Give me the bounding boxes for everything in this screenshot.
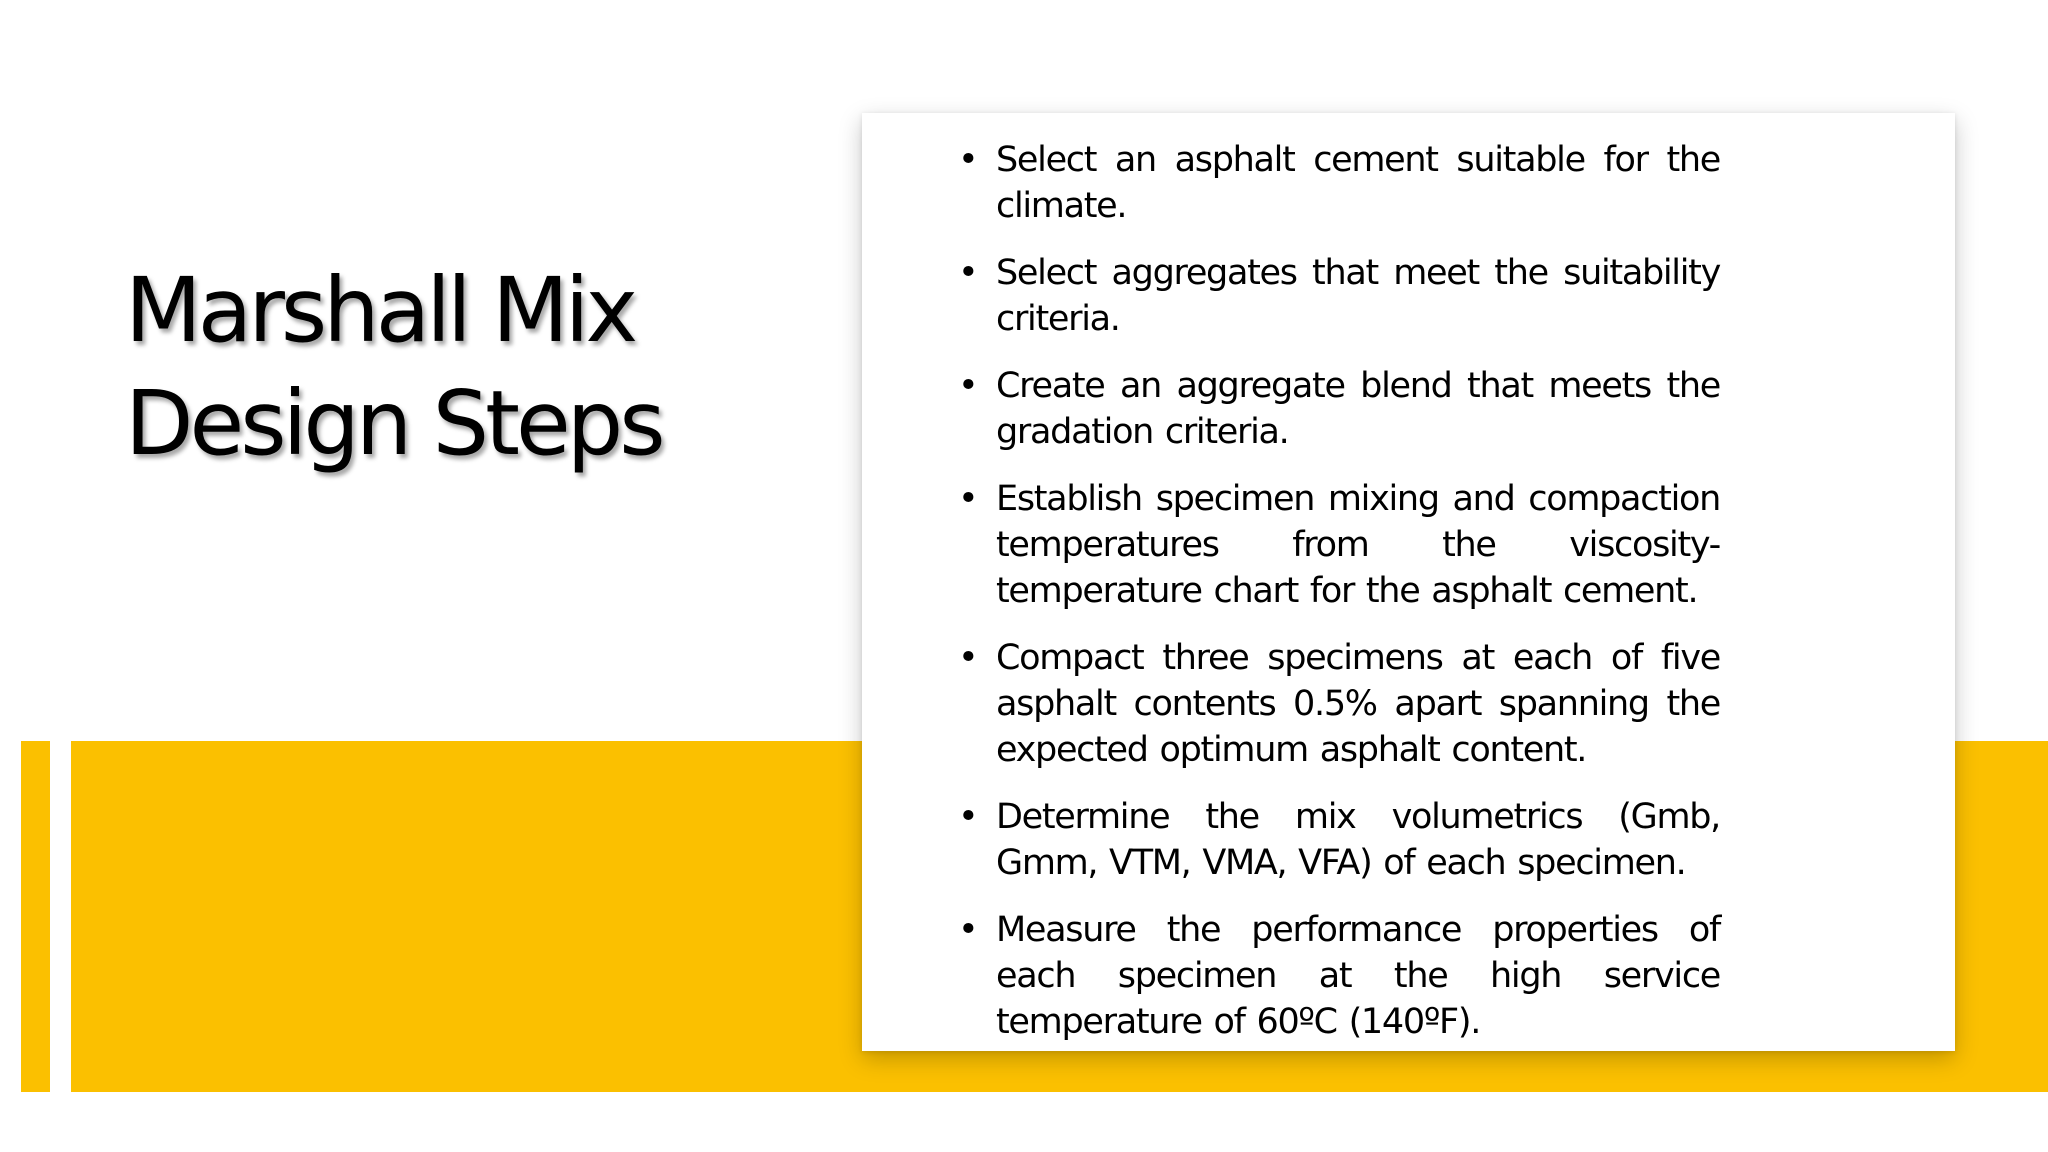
bullet-item bbox=[958, 363, 1720, 455]
bullet-dot-icon: • bbox=[958, 479, 978, 519]
bullet-item bbox=[958, 635, 1720, 773]
bullet-text: Create an aggregate blend that meets the gradation criteria. bbox=[996, 366, 1720, 452]
bullet-item bbox=[958, 137, 1720, 229]
bullet-text: Establish specimen mixing and compaction temperatures from the viscosity-temperature chart for the asphalt cement. bbox=[996, 479, 1720, 611]
bullet-item bbox=[958, 250, 1720, 342]
bullet-dot-icon: • bbox=[958, 910, 978, 950]
bullet-dot-icon: • bbox=[958, 797, 978, 837]
slide-title-line: Marshall Mix bbox=[125, 258, 635, 362]
bullet-text: Select aggregates that meet the suitability criteria. bbox=[996, 253, 1720, 339]
slide-title bbox=[125, 254, 825, 480]
bullet-item bbox=[958, 794, 1720, 886]
bullet-list bbox=[958, 137, 1720, 1066]
bullet-dot-icon: • bbox=[958, 253, 978, 293]
bullet-text: Measure the performance properties of each specimen at the high service temperature of 60ºC (140ºF). bbox=[996, 910, 1720, 1042]
bullet-text: Select an asphalt cement suitable for the climate. bbox=[996, 140, 1720, 226]
bullet-item bbox=[958, 907, 1720, 1045]
bullet-text: Compact three specimens at each of five asphalt contents 0.5% apart spanning the expected optimum asphalt content. bbox=[996, 638, 1720, 770]
bullet-item bbox=[958, 476, 1720, 614]
bullet-text: Determine the mix volumetrics (Gmb, Gmm, VTM, VMA, VFA) of each specimen. bbox=[996, 797, 1720, 883]
accent-thin-bar bbox=[21, 741, 50, 1092]
bullet-dot-icon: • bbox=[958, 366, 978, 406]
content-card bbox=[862, 113, 1955, 1051]
slide-title-line: Design Steps bbox=[125, 371, 662, 475]
bullet-dot-icon: • bbox=[958, 140, 978, 180]
bullet-dot-icon: • bbox=[958, 638, 978, 678]
